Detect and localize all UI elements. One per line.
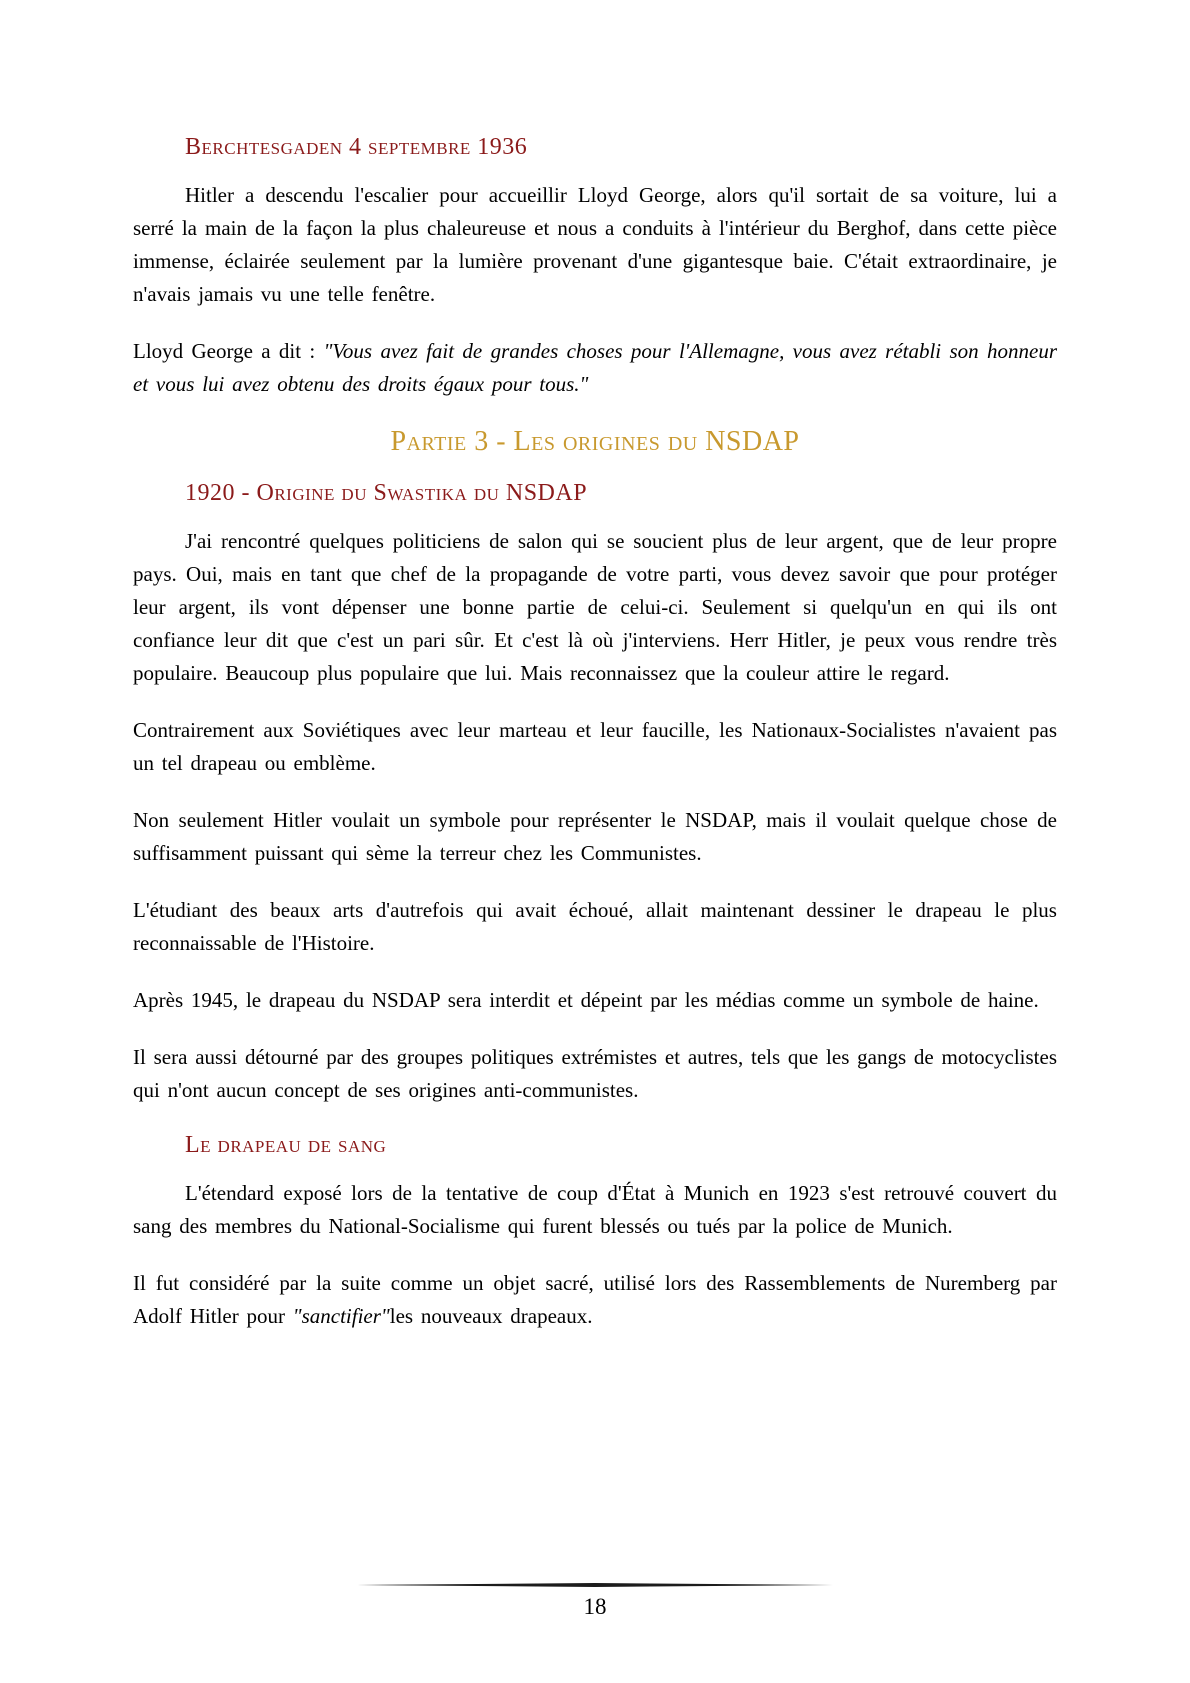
paragraph-apres-1945: Après 1945, le drapeau du NSDAP sera interdit et dépeint par les médias comme un symbole de haine. (133, 988, 1039, 1012)
paragraph-etendard: L'étendard exposé lors de la tentative de coup d'État à Munich en 1923 s'est retrouvé couvert du sang des membres du National-Socialisme qui furent blessés ou tués par la police de Munich. (133, 1181, 1057, 1238)
paragraph-lloyd-george (133, 335, 1057, 401)
footer-rule (357, 1583, 833, 1587)
section-heading-berchtesgaden: Berchtesgaden 4 septembre 1936 (185, 134, 528, 160)
page-number: 18 (583, 1594, 607, 1619)
page-footer (133, 1583, 1057, 1683)
paragraph-detourne: Il sera aussi détourné par des groupes politiques extrémistes et autres, tels que les gangs de motocyclistes qui n'ont aucun concept de ses origines anti-communistes. (133, 1045, 1057, 1102)
paragraph-berghof: Hitler a descendu l'escalier pour accueillir Lloyd George, alors qu'il sortait de sa voiture, lui a serré la main de la façon la plus chaleureuse et nous a conduits à l'intérieur du Berghof, dans cette pièce immense, éclairée seulement par la lumière provenant d'une gigantesque baie. C'était extraordinaire, je n'avais jamais vu une telle fenêtre. (133, 183, 1057, 306)
paragraph-symbole: Non seulement Hitler voulait un symbole pour représenter le NSDAP, mais il voulait quelque chose de suffisamment puissant qui sème la terreur chez les Communistes. (133, 808, 1057, 865)
paragraph-objet-sacre-suffix: les nouveaux drapeaux. (389, 1304, 593, 1328)
paragraph-etudiant: L'étudiant des beaux arts d'autrefois qui avait échoué, allait maintenant dessiner le drapeau le plus reconnaissable de l'Histoire. (133, 898, 1057, 955)
paragraph-objet-sacre (133, 1267, 1057, 1333)
section-heading-drapeau-de-sang: Le drapeau de sang (185, 1132, 387, 1158)
paragraph-politiciens: J'ai rencontré quelques politiciens de salon qui se soucient plus de leur argent, que de leur propre pays. Oui, mais en tant que chef de la propagande de votre parti, vous devez savoir que pour protéger leur argent, ils vont dépenser une bonne partie de celui-ci. Seulement si quelqu'un en qui ils ont confiance leur dit que c'est un pari sûr. Et c'est là où j'interviens. Herr Hitler, je peux vous rendre très populaire. Beaucoup plus populaire que lui. Mais reconnaissez que la couleur attire le regard. (133, 529, 1057, 685)
section-heading-origine-swastika: 1920 - Origine du Swastika du NSDAP (185, 480, 588, 506)
quote-text: "Vous avez fait de grandes choses pour l'Allemagne, vous avez rétabli son honneur et vous lui avez obtenu des droits égaux pour tous." (133, 339, 1057, 396)
paragraph-sovietiques: Contrairement aux Soviétiques avec leur marteau et leur faucille, les Nationaux-Socialistes n'avaient pas un tel drapeau ou emblème. (133, 718, 1057, 775)
paragraph-objet-sacre-prefix: Il fut considéré par la suite comme un objet sacré, utilisé lors des Rassemblements de Nuremberg par Adolf Hitler pour (133, 1271, 1057, 1328)
sanctifier-quote: "sanctifier" (292, 1304, 390, 1328)
part-title: Partie 3 - Les origines du NSDAP (390, 426, 800, 457)
quote-attribution: Lloyd George a dit : (133, 339, 324, 363)
footer-rule-line (357, 1583, 833, 1587)
